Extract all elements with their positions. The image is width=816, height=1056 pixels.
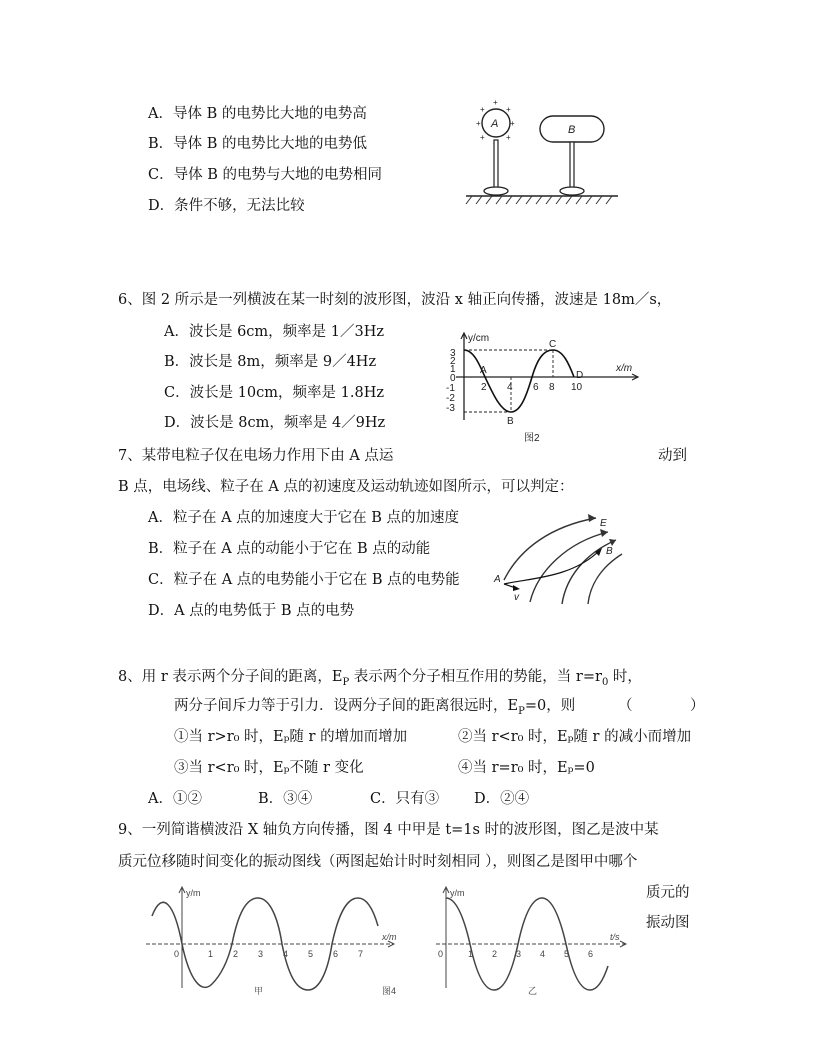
q6-wave-graph [438,328,650,446]
q6-option-b: B．波长是 8m，频率是 9／4Hz [164,354,377,370]
q6-y-tick-neg1: -1 [446,383,455,394]
q7-label-a: A [494,574,501,585]
q9-wave-graph-a [142,882,406,998]
q5-option-a: A．导体 B 的电势比大地的电势高 [148,106,367,122]
q9b-x-tick-4: 4 [540,949,546,959]
q7-label-e: E [600,518,607,529]
q6-y-tick-3: 3 [450,348,456,359]
q9b-x-tick-1: 1 [468,949,474,959]
q6-option-a: A．波长是 6cm，频率是 1／3Hz [164,324,385,340]
q6-y-tick-0: 0 [450,373,456,384]
q9-line2: 质元位移随时间变化的振动图线（两图起始计时时刻相同 ），则图乙是图甲中哪个 [118,854,638,870]
q9a-x-tick-7: 7 [358,949,364,959]
q7-option-d: D．A 点的电势低于 B 点的电势 [148,603,355,619]
q6-option-d: D．波长是 8cm，频率是 4／9Hz [164,415,386,431]
q6-y-tick-neg3: -3 [446,403,455,414]
q9-vibration-graph-b [432,882,632,998]
q5-label-a: A [491,118,499,130]
q9a-x-axis-label: x/m [382,932,397,942]
svg-text:+: + [480,133,485,142]
q7-field-figure [490,508,632,606]
q9b-x-axis-label: t/s [610,932,620,942]
q8-statement-1: ①当 r>r₀ 时，Eₚ随 r 的增加而增加 [174,729,408,745]
q9a-x-tick-2: 2 [233,949,239,959]
q9a-x-tick-5: 5 [308,949,314,959]
q9a-x-tick-6: 6 [333,949,339,959]
q7-stem-line2: B 点，电场线、粒子在 A 点的初速度及运动轨迹如图所示，可以判定： [118,479,574,495]
q8-line1: 8、用 r 表示两个分子间的距离，$E_P$ 表示两个分子相互作用的势能，当 $r=r_0$ 时， [118,669,642,688]
q6-y-tick-1: 1 [450,364,456,375]
q9a-x-tick-4: 4 [283,949,289,959]
q9b-x-tick-6: 6 [588,949,594,959]
q8-choice-a: A．①② [148,791,202,807]
q6-x-axis-label: x/m [616,363,633,374]
q9b-x-tick-2: 2 [492,949,498,959]
svg-text:+: + [493,98,498,107]
q8-choice-b: B．③④ [258,791,313,807]
q9a-y-axis-label: y/m [186,888,201,898]
q7-label-v: v [514,592,519,603]
q6-y-axis-label: y/cm [468,333,490,344]
q9a-origin: 0 [174,949,180,959]
svg-text:+: + [510,119,515,128]
q7-stem-right: 动到 [658,448,687,464]
q6-x-tick-2: 2 [481,382,487,393]
q6-point-b: B [507,416,514,427]
q8-choice-d: D．②④ [474,791,530,807]
q7-option-b: B．粒子在 A 点的动能小于它在 B 点的动能 [148,541,431,557]
q6-stem: 6、图 2 所示是一列横波在某一时刻的波形图，波沿 x 轴正向传播，波速是 18m／s， [118,292,672,308]
q8-statement-2: ②当 r<r₀ 时，Eₚ随 r 的减小而增加 [458,729,692,745]
svg-text:+: + [506,133,511,142]
q6-point-a: A [480,365,487,376]
q6-x-tick-6: 6 [533,382,539,393]
q5-label-b: B [568,124,576,136]
q9a-x-tick-1: 1 [208,949,214,959]
q9-line4: 振动图 [646,915,690,931]
q5-option-b: B．导体 B 的电势比大地的电势低 [148,136,368,152]
q8-statement-4: ④当 r=r₀ 时，Eₚ=0 [458,760,595,776]
q7-option-a: A．粒子在 A 点的加速度大于它在 B 点的加速度 [148,510,460,526]
q9b-y-axis-label: y/m [450,888,465,898]
q6-figure-caption: 图2 [524,433,540,444]
q9a-caption: 甲 [254,986,264,996]
q8-statement-3: ③当 r<r₀ 时，Eₚ不随 r 变化 [174,760,364,776]
svg-text:+: + [506,105,511,114]
q6-x-tick-4: 4 [507,382,513,393]
q9a-fig-label: 图4 [382,986,397,996]
q9b-x-tick-5: 5 [564,949,570,959]
q5-conductor-figure [462,96,622,208]
q6-point-d: D [576,370,584,381]
q9a-x-tick-3: 3 [258,949,264,959]
q9-line3: 质元的 [646,885,690,901]
q8-answer-paren-open: （ [618,698,633,714]
q7-option-c: C．粒子在 A 点的电势能小于它在 B 点的电势能 [148,572,460,588]
q7-label-b: B [606,546,613,557]
q6-y-tick-2: 2 [450,356,456,367]
q6-point-c: C [549,339,557,350]
q5-option-c: C．导体 B 的电势与大地的电势相同 [148,167,382,183]
q9b-x-tick-3: 3 [516,949,522,959]
q8-answer-paren-close: ） [690,698,705,714]
svg-text:+: + [480,105,485,114]
q6-x-tick-8: 8 [549,382,555,393]
q6-y-tick-neg2: -2 [446,393,455,404]
svg-text:+: + [476,119,481,128]
q6-x-tick-10: 10 [571,382,583,393]
q9b-caption: 乙 [528,986,538,996]
q5-option-d: D．条件不够，无法比较 [148,198,305,214]
q8-line2: 两分子间斥力等于引力．设两分子间的距离很远时，$E_P=0$，则 [174,698,576,717]
q9b-origin: 0 [438,949,444,959]
q7-stem-start: 7、某带电粒子仅在电场力作用下由 A 点运 [118,448,394,464]
q6-option-c: C．波长是 10cm，频率是 1.8Hz [164,385,384,401]
q8-choice-c: C．只有③ [370,791,440,807]
q9-line1: 9、一列简谐横波沿 X 轴负方向传播，图 4 中甲是 t=1s 时的波形图，图乙是波中某 [118,822,659,838]
